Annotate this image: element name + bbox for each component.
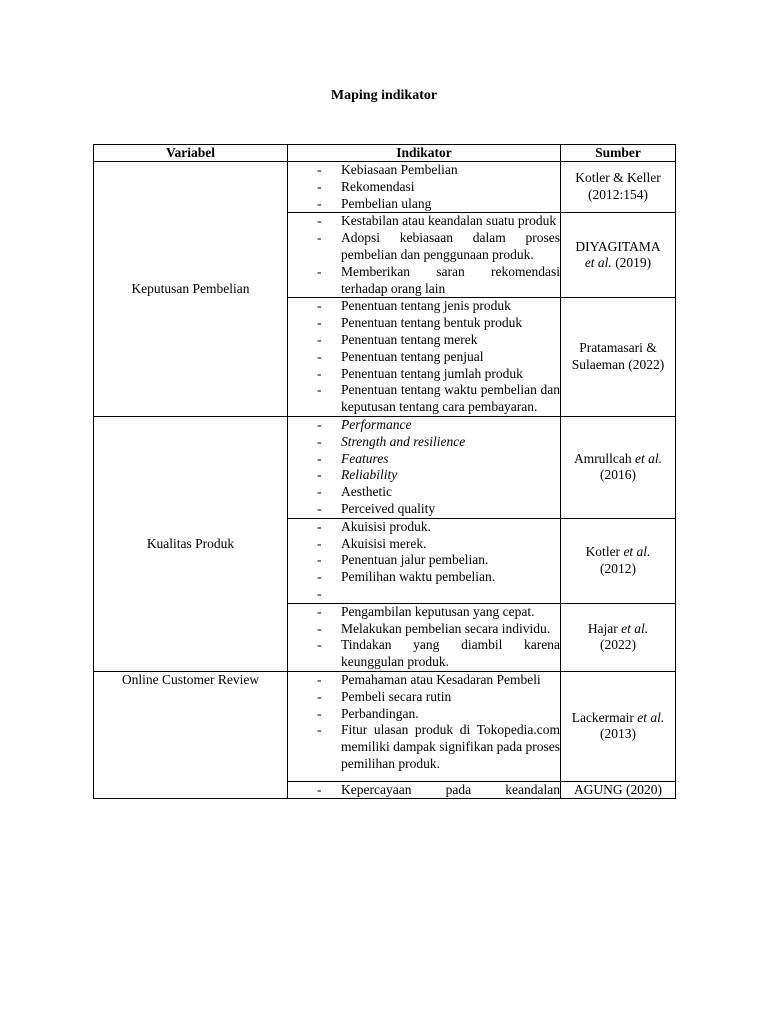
list-item	[288, 586, 560, 603]
list-item: - Fitur ulasan produk di Tokopedia.com memiliki dampak signifikan pada proses pemilihan produk.	[288, 722, 560, 772]
source-year: (2019)	[615, 255, 652, 271]
list-item: - Kestabilan atau keandalan suatu produk	[288, 213, 560, 230]
header-indikator: Indikator	[288, 145, 561, 162]
list-item: - Penentuan jalur pembelian.	[288, 552, 560, 569]
list-item: - Memberikan saran rekomendasi terhadap orang lain	[288, 264, 560, 298]
list-item: - Strength and resilience	[288, 434, 560, 451]
variable-cell: Kualitas Produk	[94, 416, 288, 671]
indicator-cell	[288, 671, 561, 781]
indicator-list	[288, 519, 560, 603]
source-author: Lackermair	[571, 709, 634, 725]
list-item: - Features	[288, 451, 560, 468]
list-item: - Akuisisi merek.	[288, 536, 560, 553]
indicator-list	[288, 162, 560, 212]
source-cell	[561, 671, 676, 781]
list-item: - Pengambilan keputusan yang cepat.	[288, 604, 560, 621]
list-item: - Performance	[288, 417, 560, 434]
list-item: - Akuisisi produk.	[288, 519, 560, 536]
source-cell	[561, 603, 676, 671]
indicator-cell	[288, 781, 561, 799]
list-item: - Penentuan tentang jenis produk	[288, 298, 560, 315]
list-item: - Penentuan tentang penjual	[288, 349, 560, 366]
source-year: (2012)	[600, 560, 636, 576]
list-item: - Tindakan yang diambil karena keunggulan produk.	[288, 637, 560, 671]
list-item: - Reliability	[288, 467, 560, 484]
indicator-cell	[288, 298, 561, 417]
variable-cell: Online Customer Review	[94, 671, 288, 799]
indicator-list	[288, 417, 560, 518]
list-item: - Penentuan tentang waktu pembelian dan keputusan tentang cara pembayaran.	[288, 382, 560, 416]
list-item: - Penentuan tentang jumlah produk	[288, 366, 560, 383]
table-row	[94, 671, 676, 781]
header-sumber: Sumber	[561, 145, 676, 162]
indicator-mapping-table	[93, 144, 676, 799]
list-item: - Melakukan pembelian secara individu.	[288, 621, 560, 638]
source-cell	[561, 416, 676, 518]
list-item: - Aesthetic	[288, 484, 560, 501]
table-row	[94, 162, 676, 213]
indicator-cell	[288, 518, 561, 603]
indicator-cell	[288, 213, 561, 298]
source-text: Kotler & Keller (2012:154)	[575, 170, 661, 203]
source-cell	[561, 213, 676, 298]
table-header-row	[94, 145, 676, 162]
source-etal: et al.	[621, 620, 649, 636]
list-item: - Rekomendasi	[288, 179, 560, 196]
source-author: DIYAGITAMA	[575, 238, 661, 254]
indicator-cell	[288, 162, 561, 213]
list-item: - Kepercayaan pada keandalan	[288, 782, 560, 798]
list-item: - Adopsi kebiasaan dalam proses pembelian dan penggunaan produk.	[288, 230, 560, 264]
indicator-cell	[288, 603, 561, 671]
indicator-list	[288, 782, 560, 798]
list-item: - Kebiasaan Pembelian	[288, 162, 560, 179]
source-text: AGUNG (2020)	[573, 781, 663, 797]
source-author: Hajar	[587, 620, 618, 636]
source-cell	[561, 518, 676, 603]
source-cell	[561, 162, 676, 213]
source-cell	[561, 298, 676, 417]
source-author: Amrullcah	[573, 450, 632, 466]
indicator-list	[288, 298, 560, 416]
source-etal: et al.	[584, 255, 612, 271]
list-item: - Penentuan tentang bentuk produk	[288, 315, 560, 332]
header-variabel: Variabel	[94, 145, 288, 162]
indicator-cell	[288, 416, 561, 518]
indicator-list	[288, 213, 560, 297]
indicator-list	[288, 604, 560, 671]
source-year: (2013)	[600, 726, 636, 742]
source-author: Kotler	[585, 543, 621, 559]
list-item: - Perceived quality	[288, 501, 560, 518]
source-etal: et al.	[623, 543, 651, 559]
source-text: Pratamasari & Sulaeman (2022)	[571, 340, 665, 373]
variable-cell: Keputusan Pembelian	[94, 162, 288, 417]
indicator-list	[288, 672, 560, 773]
document-title: Maping indikator	[330, 88, 438, 103]
list-item: - Penentuan tentang merek	[288, 332, 560, 349]
list-item: - Pembelian ulang	[288, 196, 560, 213]
source-etal: et al.	[637, 709, 665, 725]
source-etal: et al.	[635, 450, 663, 466]
list-item: - Pemilihan waktu pembelian.	[288, 569, 560, 586]
source-year: (2016)	[600, 467, 636, 483]
source-cell	[561, 781, 676, 799]
list-item: - Perbandingan.	[288, 706, 560, 723]
table-row	[94, 416, 676, 518]
list-item: - Pemahaman atau Kesadaran Pembeli	[288, 672, 560, 689]
source-year: (2022)	[600, 637, 636, 653]
list-item: - Pembeli secara rutin	[288, 689, 560, 706]
